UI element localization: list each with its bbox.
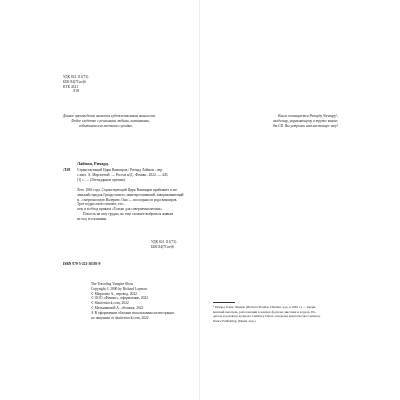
annotation-line: из-под его влияния. (77, 216, 107, 221)
footnote-line: ¹ Ричард Томас Чизмар (Richard Thomas Chizmar, род. в 1965 г.) — амери- (213, 305, 317, 309)
biblio-line: [1] с. — (Легендарные премии). (77, 177, 126, 182)
copyright-line: The Traveling Vampire Show (91, 282, 134, 286)
author-sign-line: Л18 (73, 89, 80, 94)
annotation-line: Попасть на шоу трудно, но еще сложнее выбраться живым (83, 211, 173, 216)
copyright-line: по лицензии от shutterstock.com, 2022 (91, 315, 149, 320)
copyright-line: © Мирзоева А., перевод, 2022 (91, 291, 137, 296)
annotation-line: шоу и в обход приказа «Только для совершеннолетних». (77, 207, 164, 212)
udc-classification-top (63, 75, 88, 94)
annotation-line: Трое подростков считают, что... (77, 202, 126, 207)
bibliographic-record (77, 168, 168, 182)
bbk-line: ББК 84(7Сое)6 (63, 79, 86, 84)
dedication (273, 114, 338, 128)
author-heading: Лаймон, Ричард. (77, 161, 109, 166)
author-code: Л18 (63, 167, 71, 172)
isbn: ISBN 978-5-222-36593-9 (63, 262, 101, 266)
annotation-line: Лето 1963 года. Странствующий Цирк Вампиров прибывает в ма- (77, 188, 178, 192)
copyright-line: Copyright © 2000 by Richard Laymon (91, 286, 147, 291)
biblio-line: Странствующий Цирк Вампиров / Ричард Лаймон ; пер. (77, 168, 163, 172)
disclaimer (63, 114, 156, 128)
dedication-line: владельцу, управляющему и труппе коман- (273, 118, 338, 123)
annotation (77, 188, 183, 222)
disclaimer-line: событиями или местами случайно. (79, 123, 133, 128)
copyright-block (91, 282, 174, 320)
copyright-line: © Shutterstock.com, 2022 (91, 301, 129, 306)
footnote-line: Dance Publishing. (Прим. пер.) (213, 318, 256, 323)
bbk-line: ББК 84(7Сое)6 (151, 244, 174, 249)
right-page (200, 0, 400, 400)
footnote-line: датель и редактор журнала Cemetery Dance, владелец издательства Cemetery (213, 314, 321, 318)
footnote-separator (213, 302, 235, 303)
disclaimer-line: Любое сходство с реальными людьми, компаниями, (71, 118, 150, 123)
udc-line: УДК 821.111(73) (151, 240, 177, 244)
udc-line: УДК 821.111(73) (63, 75, 89, 79)
ktk-line: КТК 4321 (63, 84, 79, 89)
copyright-line: ® В оформлении обложки использована иллюстрация (91, 310, 174, 315)
copyright-line: © Мельниковой А., обложка, 2022 (91, 305, 144, 310)
annotation-line: ленький городок Гренделсвилл, заинтересовавший, завораживающий (77, 192, 184, 197)
annotation-line: и... смертоносную Валерию. Она — последняя из рода вампиров. (77, 197, 178, 202)
biblio-line: с англ. А. Мирзоевой. — Ростов н/Д : Феникс, 2022. — 445, (77, 172, 169, 177)
dedication-line: Книга посвящается Ричарду Чизмару¹, (278, 114, 338, 118)
footnote-line: канский писатель, работающий в жанрах фэнтези, мистики и хоррор. Из- (213, 309, 316, 314)
disclaimer-line: Данное произведение является художественным вымыслом. (63, 114, 156, 118)
footnote (213, 305, 320, 323)
dedication-line: ды CD. Вы устроили нам настоящее шоу! (273, 123, 338, 128)
copyright-line: © ООО «Феникс», оформление, 2022 (91, 296, 148, 301)
udc-classification-bottom (151, 240, 176, 250)
